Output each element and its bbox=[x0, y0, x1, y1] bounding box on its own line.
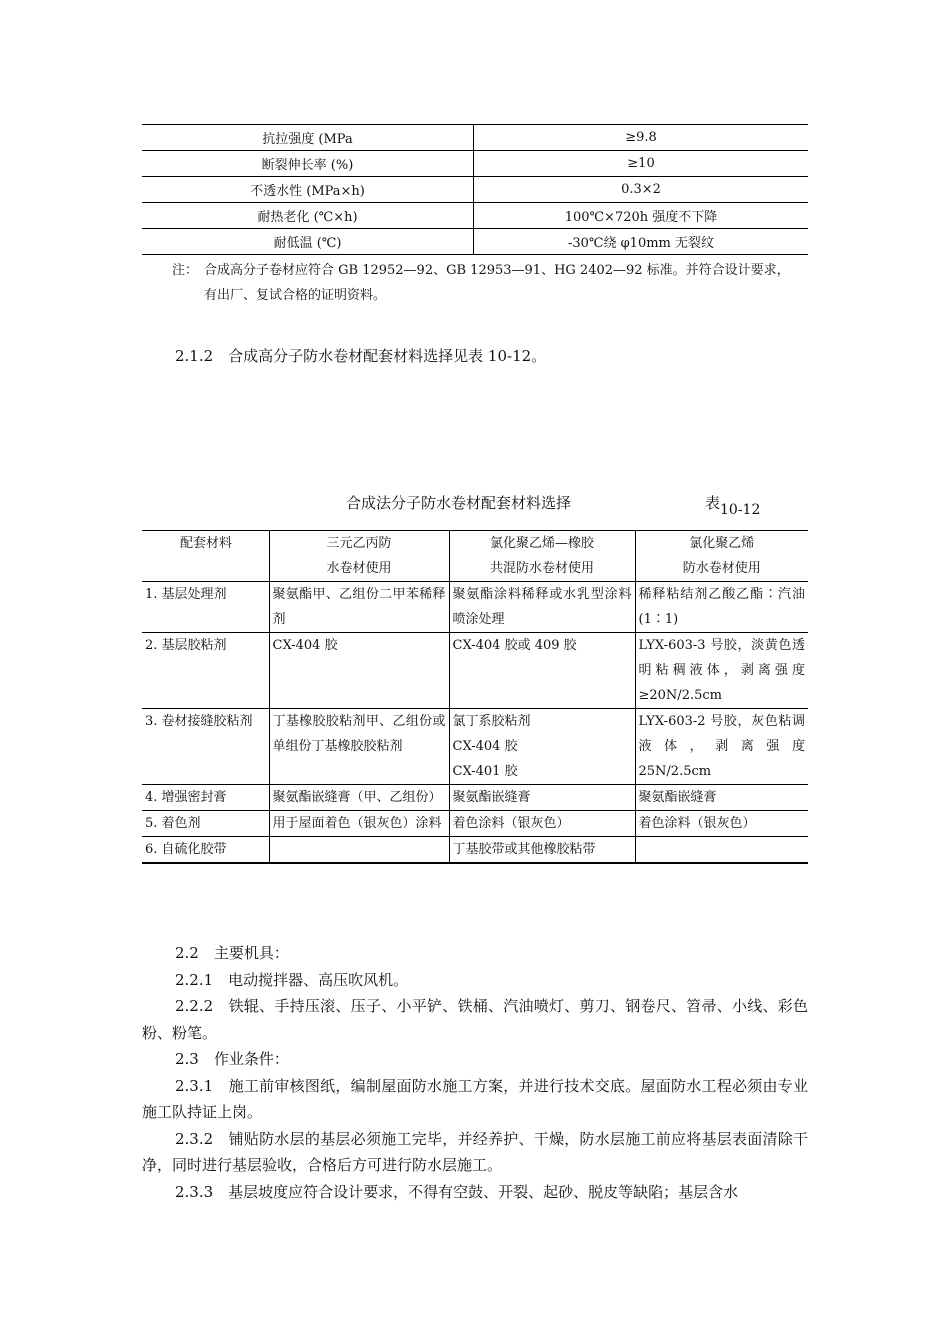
property-name: 断裂伸长率 (%) bbox=[142, 151, 474, 177]
table-cell: 聚氨酯甲、乙组份二甲苯稀释剂 bbox=[269, 582, 449, 633]
table-cell: 稀释粘结剂乙酸乙酯∶汽油(1∶1) bbox=[635, 582, 808, 633]
property-name: 耐热老化 (℃×h) bbox=[142, 203, 474, 229]
property-name: 抗拉强度 (MPa bbox=[142, 125, 474, 151]
table-row bbox=[142, 151, 808, 177]
table-row bbox=[142, 229, 808, 255]
note-line-2: 有出厂、复试合格的证明资料。 bbox=[204, 288, 387, 303]
materials-table bbox=[142, 530, 808, 864]
table-cell: 聚氨酯嵌缝膏 bbox=[635, 785, 808, 811]
property-value: ≥10 bbox=[474, 151, 809, 177]
table-cell: 聚氨酯嵌缝膏 bbox=[449, 785, 635, 811]
property-value: -30℃绕 φ10mm 无裂纹 bbox=[474, 229, 809, 255]
section-2-3: 2.3 作业条件： bbox=[175, 1050, 289, 1068]
table-cell bbox=[269, 837, 449, 864]
section-2-1-2: 2.1.2 合成高分子防水卷材配套材料选择见表 10-12。 bbox=[175, 347, 547, 365]
property-value: 0.3×2 bbox=[474, 177, 809, 203]
property-value: 100℃×720h 强度不下降 bbox=[474, 203, 809, 229]
table-cell: 2. 基层胶粘剂 bbox=[142, 633, 269, 709]
table-header-row bbox=[142, 531, 808, 582]
table-row bbox=[142, 203, 808, 229]
section-2-2: 2.2 主要机具： bbox=[175, 944, 289, 962]
property-name: 不透水性 (MPa×h) bbox=[142, 177, 474, 203]
table-row bbox=[142, 709, 808, 785]
table-cell: 1. 基层处理剂 bbox=[142, 582, 269, 633]
header-cell: 三元乙丙防 水卷材使用 bbox=[269, 531, 449, 582]
table-cell: 用于屋面着色（银灰色）涂料 bbox=[269, 811, 449, 837]
table-cell: LYX-603-3 号胶，淡黄色透明粘稠液体，剥离强度≥20N/2.5cm bbox=[635, 633, 808, 709]
table-caption: 合成法分子防水卷材配套材料选择 bbox=[346, 494, 572, 512]
table-cell: 6. 自硫化胶带 bbox=[142, 837, 269, 864]
table-row bbox=[142, 785, 808, 811]
table-row bbox=[142, 125, 808, 151]
table-cell: 着色涂料（银灰色） bbox=[635, 811, 808, 837]
property-value: ≥9.8 bbox=[474, 125, 809, 151]
header-cell: 氯化聚乙烯—橡胶 共混防水卷材使用 bbox=[449, 531, 635, 582]
section-2-3-1: 2.3.1 施工前审核图纸，编制屋面防水施工方案，并进行技术交底。屋面防水工程必须由专业施工队持证上岗。 bbox=[142, 1076, 808, 1121]
table-cell: 着色涂料（银灰色） bbox=[449, 811, 635, 837]
table-row bbox=[142, 633, 808, 709]
properties-table bbox=[142, 124, 808, 255]
body-text bbox=[142, 940, 808, 1205]
table-cell: 丁基橡胶胶粘剂甲、乙组份或单组份丁基橡胶胶粘剂 bbox=[269, 709, 449, 785]
table-word: 表 bbox=[705, 494, 721, 512]
table-cell: 5. 着色剂 bbox=[142, 811, 269, 837]
header-cell: 氯化聚乙烯 防水卷材使用 bbox=[635, 531, 808, 582]
table-row bbox=[142, 837, 808, 864]
table-number-value: 10-12 bbox=[720, 502, 761, 518]
section-2-3-2: 2.3.2 铺贴防水层的基层必须施工完毕，并经养护、干燥，防水层施工前应将基层表面清除干净，同时进行基层验收，合格后方可进行防水层施工。 bbox=[142, 1129, 808, 1174]
note-line-1: 合成高分子卷材应符合 GB 12952—92、GB 12953—91、HG 2402—92 标准。并符合设计要求， bbox=[204, 263, 790, 278]
table-row bbox=[142, 582, 808, 633]
table-cell: 3. 卷材接缝胶粘剂 bbox=[142, 709, 269, 785]
table-row bbox=[142, 177, 808, 203]
table-cell: 聚氨酯涂料稀释或水乳型涂料喷涂处理 bbox=[449, 582, 635, 633]
section-2-3-3: 2.3.3 基层坡度应符合设计要求，不得有空鼓、开裂、起砂、脱皮等缺陷；基层含水 bbox=[175, 1182, 739, 1201]
table-cell: CX-404 胶或 409 胶 bbox=[449, 633, 635, 709]
table-row bbox=[142, 811, 808, 837]
table-number bbox=[705, 492, 761, 518]
table-cell: 4. 增强密封膏 bbox=[142, 785, 269, 811]
table-cell: 丁基胶带或其他橡胶粘带 bbox=[449, 837, 635, 864]
section-2-2-1: 2.2.1 电动搅拌器、高压吹风机。 bbox=[175, 970, 409, 989]
table-note bbox=[172, 258, 812, 308]
table-cell bbox=[635, 837, 808, 864]
header-cell: 配套材料 bbox=[142, 531, 269, 582]
section-2-2-2: 2.2.2 铁辊、手持压滚、压子、小平铲、铁桶、汽油喷灯、剪刀、钢卷尺、笤帚、小线、彩色粉、粉笔。 bbox=[142, 997, 808, 1042]
property-name: 耐低温 (℃) bbox=[142, 229, 474, 255]
table-cell: 氯丁系胶粘剂 CX-404 胶 CX-401 胶 bbox=[449, 709, 635, 785]
table-cell: 聚氨酯嵌缝膏（甲、乙组份） bbox=[269, 785, 449, 811]
table-cell: LYX-603-2 号胶，灰色粘调液体，剥离强度 25N/2.5cm bbox=[635, 709, 808, 785]
table-cell: CX-404 胶 bbox=[269, 633, 449, 709]
note-label: 注： bbox=[172, 263, 199, 278]
